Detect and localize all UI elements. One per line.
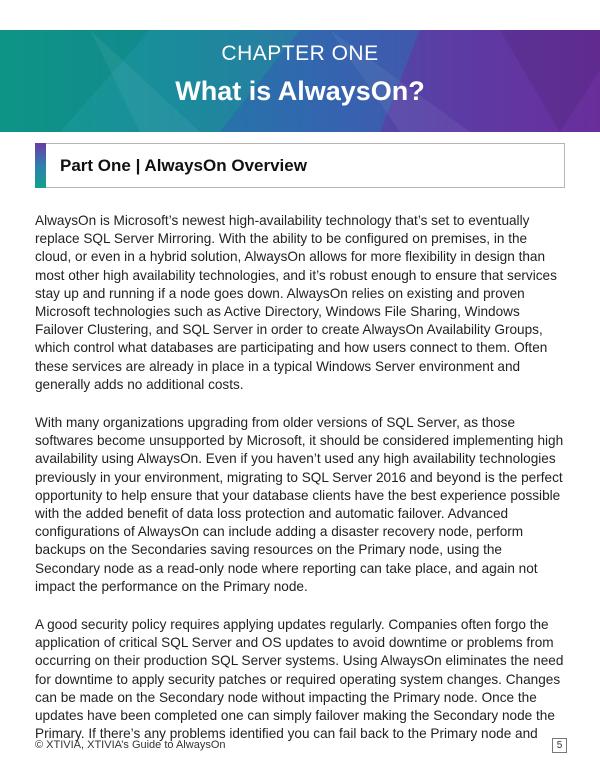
chapter-banner bbox=[0, 30, 600, 132]
page-number: 5 bbox=[552, 738, 567, 753]
body-content bbox=[35, 212, 567, 763]
chapter-label: CHAPTER ONE bbox=[221, 42, 379, 65]
section-accent-bar bbox=[35, 143, 46, 188]
paragraph-2: With many organizations upgrading from older versions of SQL Server, as those softwares become unsupported by Microsoft, it should be considered implementing high availability using AlwaysOn. Even if you haven’t used any high availability technologies previously in your environment, migrating to SQL Server 2016 and beyond is the perfect opportunity to help ensure that your database clients have the best experience possible with the added benefit of data loss protection and automatic failover. Advanced configurations of AlwaysOn can include adding a disaster recovery node, perform backups on the Secondaries saving resources on the Primary node, using the Secondary node as a read-only node where reporting can take place, and again not impact the performance on the Primary node. bbox=[35, 415, 564, 594]
chapter-title: What is AlwaysOn? bbox=[175, 76, 425, 106]
footer-copyright: © XTIVIA, XTIVIA’s Guide to AlwaysOn bbox=[35, 739, 226, 751]
section-title: Part One | AlwaysOn Overview bbox=[60, 156, 307, 175]
paragraph-3: A good security policy requires applying updates regularly. Companies often forgo the application of critical SQL Server and OS updates to avoid downtime or problems from occurring on their production SQL Server systems. Using AlwaysOn eliminates the need for downtime to apply security patches or required operating system changes. Changes can be made on the Secondary node without impacting the Primary node. Once the updates have been completed one can simply failover making the Secondary node the Primary. If there’s any problems identified you can fail back to the Primary node and bbox=[35, 617, 564, 742]
paragraph-1: AlwaysOn is Microsoft’s newest high-availability technology that’s set to eventually replace SQL Server Mirroring. With the ability to be configured on premises, in the cloud, or even in a hybrid solution, AlwaysOn allows for more flexibility in design than most other high availability technologies, and it’s robust enough to ensure that services stay up and running if a node goes down. AlwaysOn relies on existing and proven Microsoft technologies such as Active Directory, Windows File Sharing, Windows Failover Clustering, and SQL Server in order to create AlwaysOn Availability Groups, which control what databases are participating and how users connect to them. Often these services are already in place in a typical Windows Server environment and generally adds no additional costs. bbox=[35, 213, 557, 392]
section-heading-box bbox=[35, 143, 565, 188]
